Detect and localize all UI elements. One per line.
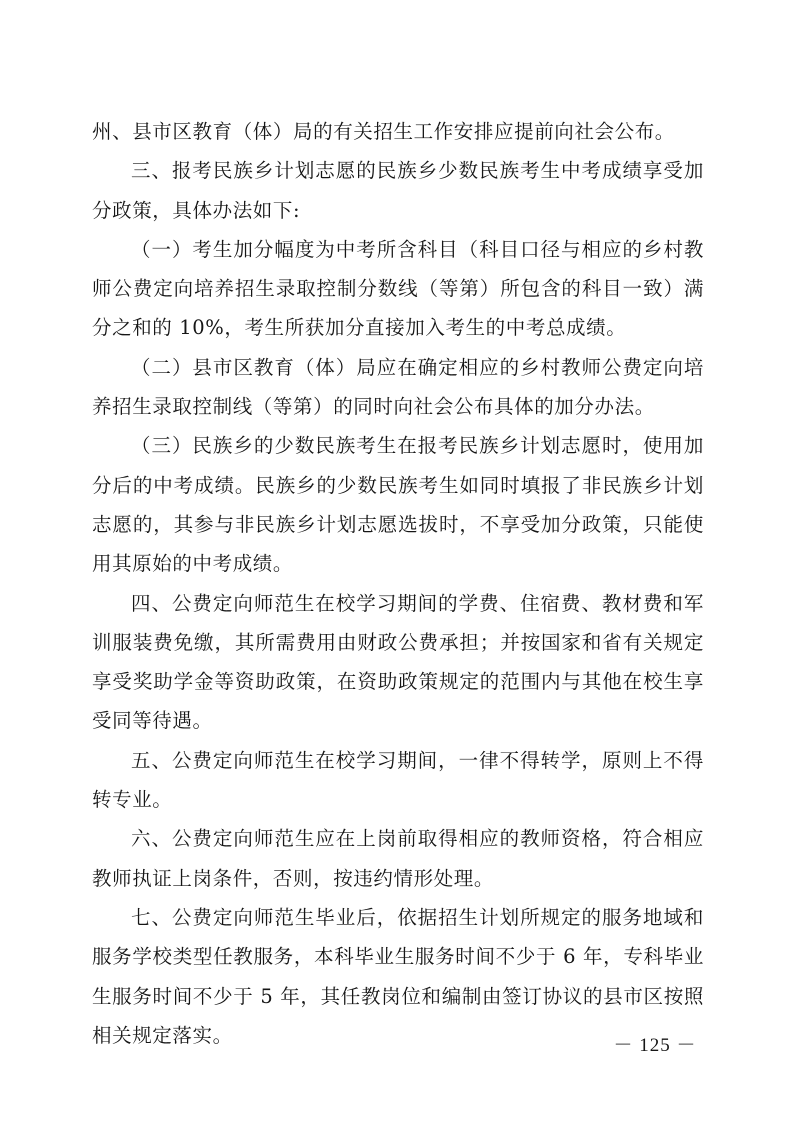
paragraph-section-seven: 七、公费定向师范生毕业后，依据招生计划所规定的服务地域和服务学校类型任教服务，本科毕业生服务时间不少于 6 年，专科毕业生服务时间不少于 5 年，其任教岗位和编制由签订协议的县市区按照相关规定落实。 (92, 905, 704, 1047)
paragraph-section-six: 六、公费定向师范生应在上岗前取得相应的教师资格，符合相应教师执证上岗条件，否则，按违约情形处理。 (92, 827, 704, 890)
paragraph-item-one: （一）考生加分幅度为中考所含科目（科目口径与相应的乡村教师公费定向培养招生录取控制分数线（等第）所包含的科目一致）满分之和的 10%，考生所获加分直接加入考生的中考总成绩。 (92, 237, 704, 340)
paragraph-item-three: （三）民族乡的少数民族考生在报考民族乡计划志愿时，使用加分后的中考成绩。民族乡的少数民族考生如同时填报了非民族乡计划志愿的，其参与非民族乡计划志愿选拔时，不享受加分政策，只能使用其原始的中考成绩。 (92, 434, 704, 576)
paragraph-item-two: （二）县市区教育（体）局应在确定相应的乡村教师公费定向培养招生录取控制线（等第）的同时向社会公布具体的加分办法。 (92, 355, 704, 419)
paragraph-section-three: 三、报考民族乡计划志愿的民族乡少数民族考生中考成绩享受加分政策，具体办法如下: (92, 159, 704, 222)
paragraph-section-four: 四、公费定向师范生在校学习期间的学费、住宿费、教材费和军训服装费免缴，其所需费用由财政公费承担；并按国家和省有关规定享受奖助学金等资助政策，在资助政策规定的范围内与其他在校生享受同等待遇。 (92, 591, 704, 733)
page-number: － 125 － (613, 1035, 697, 1056)
paragraph-continuation: 州、县市区教育（体）局的有关招生工作安排应提前向社会公布。 (92, 120, 675, 143)
body-text (92, 112, 704, 1055)
paragraph-section-five: 五、公费定向师范生在校学习期间，一律不得转学，原则上不得转专业。 (92, 748, 704, 812)
